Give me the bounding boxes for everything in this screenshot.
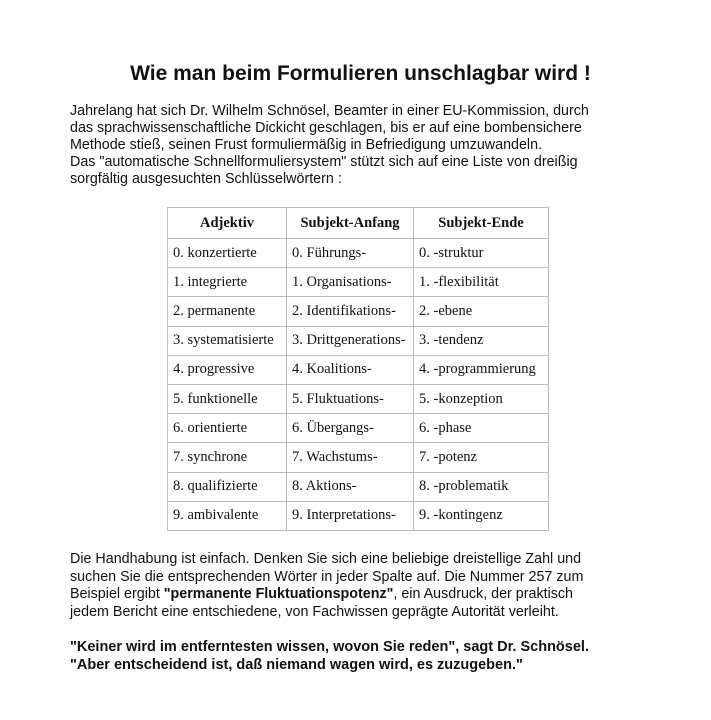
table-cell: 0. konzertierte [168,239,287,268]
table-cell: 7. Wachstums- [287,443,414,472]
usage-text: , ein Ausdruck, der praktisch [393,586,573,602]
table-row [168,326,549,355]
table-row [168,414,549,443]
table-row [168,443,549,472]
table-cell: 9. ambivalente [168,501,287,530]
example-phrase: "permanente Fluktuationspotenz" [163,586,394,602]
table-cell: 1. integrierte [168,268,287,297]
table-cell: 4. -programmierung [414,355,549,384]
table-cell: 6. -phase [414,414,549,443]
intro-line: Das "automatische Schnellformuliersystem" stützt sich auf eine Liste von dreißig [70,154,578,170]
table-cell: 6. orientierte [168,414,287,443]
closing-quote [70,638,670,674]
page-title: Wie man beim Formulieren unschlagbar wird ! [130,62,591,85]
table-row [168,501,549,530]
usage-paragraph [70,551,650,621]
usage-line: suchen Sie die entsprechenden Wörter in jeder Spalte auf. Die Nummer 257 zum [70,568,584,585]
usage-line: jedem Bericht eine entschiedene, von Fachwissen geprägte Autorität verleiht. [70,603,559,620]
table-cell: 5. -konzeption [414,384,549,413]
table-cell: 3. -tendenz [414,326,549,355]
table-cell: 3. Drittgenerations- [287,326,414,355]
table-row [168,355,549,384]
table-cell: 9. Interpretations- [287,501,414,530]
table-cell: 0. -struktur [414,239,549,268]
table-cell: 4. Koalitions- [287,355,414,384]
table-cell: 2. -ebene [414,297,549,326]
quote-line: "Keiner wird im entferntesten wissen, wovon Sie reden", sagt Dr. Schnösel. [70,639,589,655]
column-header-adjektiv: Adjektiv [168,208,287,239]
table-cell: 8. -problematik [414,472,549,501]
usage-text: Beispiel ergibt [70,586,164,602]
table-cell: 2. Identifikations- [287,297,414,326]
table-row [168,384,549,413]
column-header-subjekt-anfang: Subjekt-Anfang [287,208,414,239]
table-cell: 1. Organisations- [287,268,414,297]
table-cell: 4. progressive [168,355,287,384]
keyword-table [167,207,549,531]
intro-line: Jahrelang hat sich Dr. Wilhelm Schnösel, Beamter in einer EU-Kommission, durch [70,103,589,119]
table-header-row [168,208,549,239]
table-cell: 5. Fluktuations- [287,384,414,413]
table-row [168,297,549,326]
table-cell: 8. Aktions- [287,472,414,501]
quote-line: "Aber entscheidend ist, daß niemand wagen wird, es zuzugeben." [70,657,523,673]
table-cell: 2. permanente [168,297,287,326]
table-row [168,472,549,501]
intro-line: sorgfältig ausgesuchten Schlüsselwörtern : [70,171,342,187]
table-row [168,268,549,297]
usage-line [70,586,650,604]
usage-line: Die Handhabung ist einfach. Denken Sie sich eine beliebige dreistellige Zahl und [70,551,582,567]
table-row [168,239,549,268]
table-cell: 8. qualifizierte [168,472,287,501]
table-cell: 7. synchrone [168,443,287,472]
table-cell: 1. -flexibilität [414,268,549,297]
table-cell: 5. funktionelle [168,384,287,413]
table-cell: 7. -potenz [414,443,549,472]
intro-line: das sprachwissenschaftliche Dickicht geschlagen, bis er auf eine bombensichere [70,120,582,136]
table-body [168,239,549,531]
table-cell: 9. -kontingenz [414,501,549,530]
table-cell: 0. Führungs- [287,239,414,268]
intro-line: Methode stieß, seinen Frust formuliermäßig in Befriedigung umzuwandeln. [70,137,543,153]
table-cell: 3. systematisierte [168,326,287,355]
table-cell: 6. Übergangs- [287,414,414,443]
column-header-subjekt-ende: Subjekt-Ende [414,208,549,239]
intro-paragraph [70,103,650,188]
